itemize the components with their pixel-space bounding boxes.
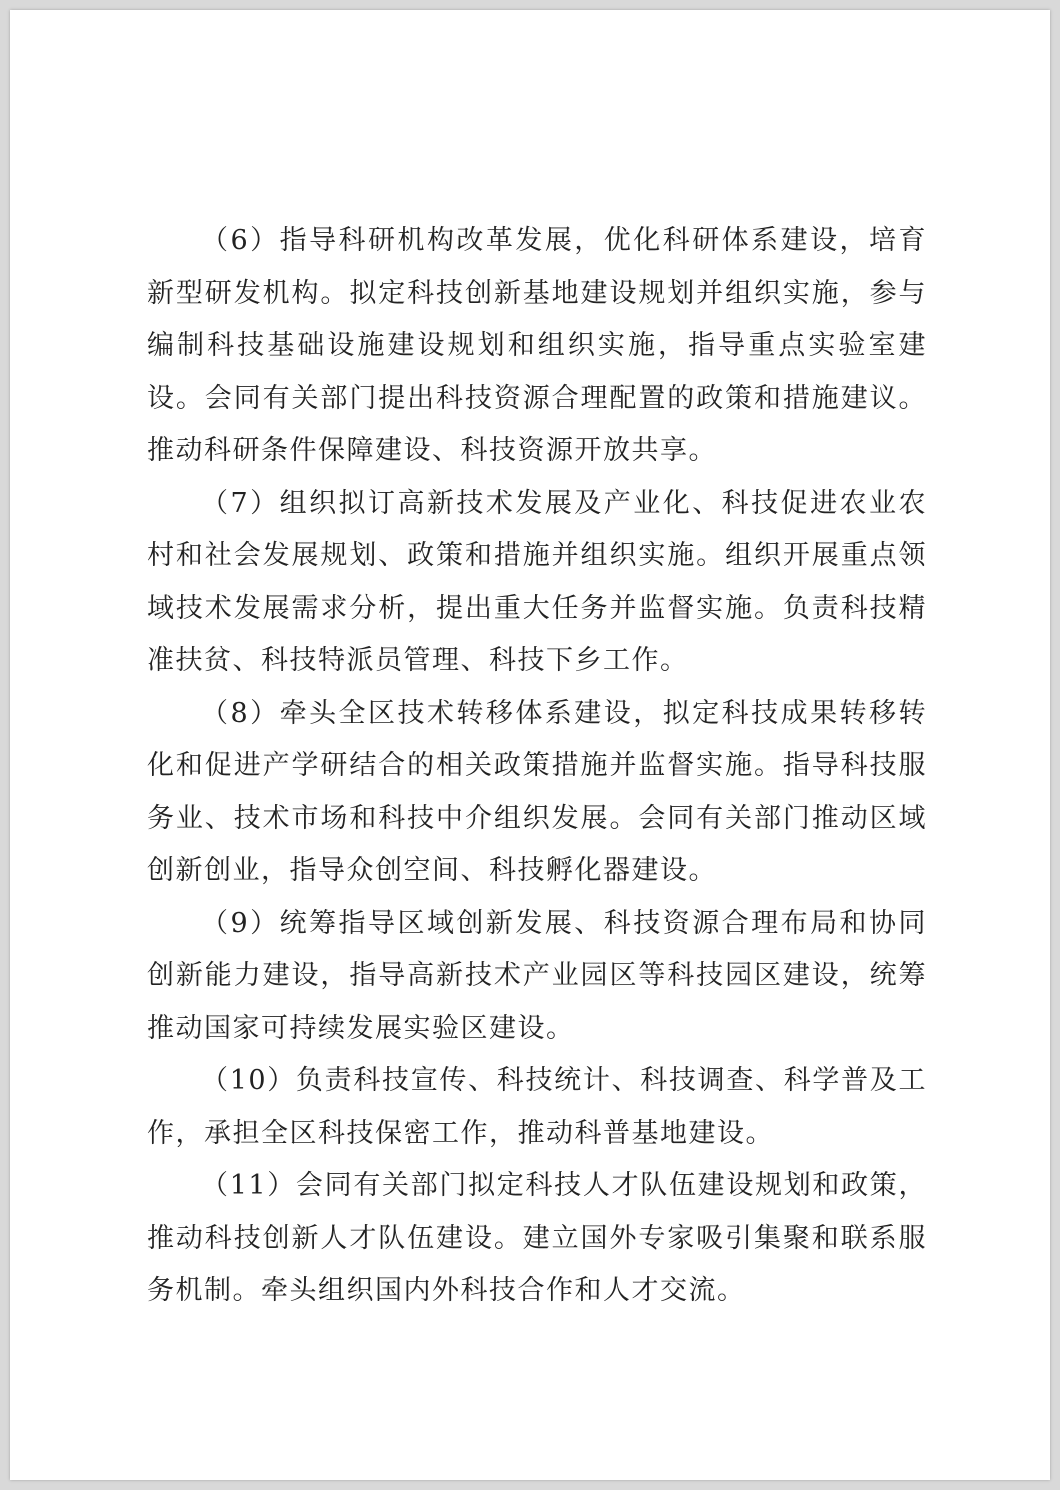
document-page	[10, 10, 1050, 1480]
paragraph-8: （8）牵头全区技术转移体系建设，拟定科技成果转移转化和促进产学研结合的相关政策措施并监督实施。指导科技服务业、技术市场和科技中介组织发展。会同有关部门推动区域创新创业，指导众创空间、科技孵化器建设。	[147, 697, 927, 886]
paragraph-11: （11）会同有关部门拟定科技人才队伍建设规划和政策，推动科技创新人才队伍建设。建立国外专家吸引集聚和联系服务机制。牵头组织国内外科技合作和人才交流。	[147, 1170, 927, 1306]
paragraph-6: （6）指导科研机构改革发展，优化科研体系建设，培育新型研发机构。拟定科技创新基地建设规划并组织实施，参与编制科技基础设施建设规划和组织实施，指导重点实验室建设。会同有关部门提出科技资源合理配置的政策和措施建议。推动科研条件保障建设、科技资源开放共享。	[147, 225, 927, 466]
document-body	[147, 215, 927, 1318]
paragraph-7: （7）组织拟订高新技术发展及产业化、科技促进农业农村和社会发展规划、政策和措施并组织实施。组织开展重点领域技术发展需求分析，提出重大任务并监督实施。负责科技精准扶贫、科技特派员管理、科技下乡工作。	[147, 487, 927, 676]
paragraph-9: （9）统筹指导区域创新发展、科技资源合理布局和协同创新能力建设，指导高新技术产业园区等科技园区建设，统筹推动国家可持续发展实验区建设。	[147, 907, 927, 1044]
paragraph-10: （10）负责科技宣传、科技统计、科技调查、科学普及工作，承担全区科技保密工作，推动科普基地建设。	[147, 1065, 927, 1149]
